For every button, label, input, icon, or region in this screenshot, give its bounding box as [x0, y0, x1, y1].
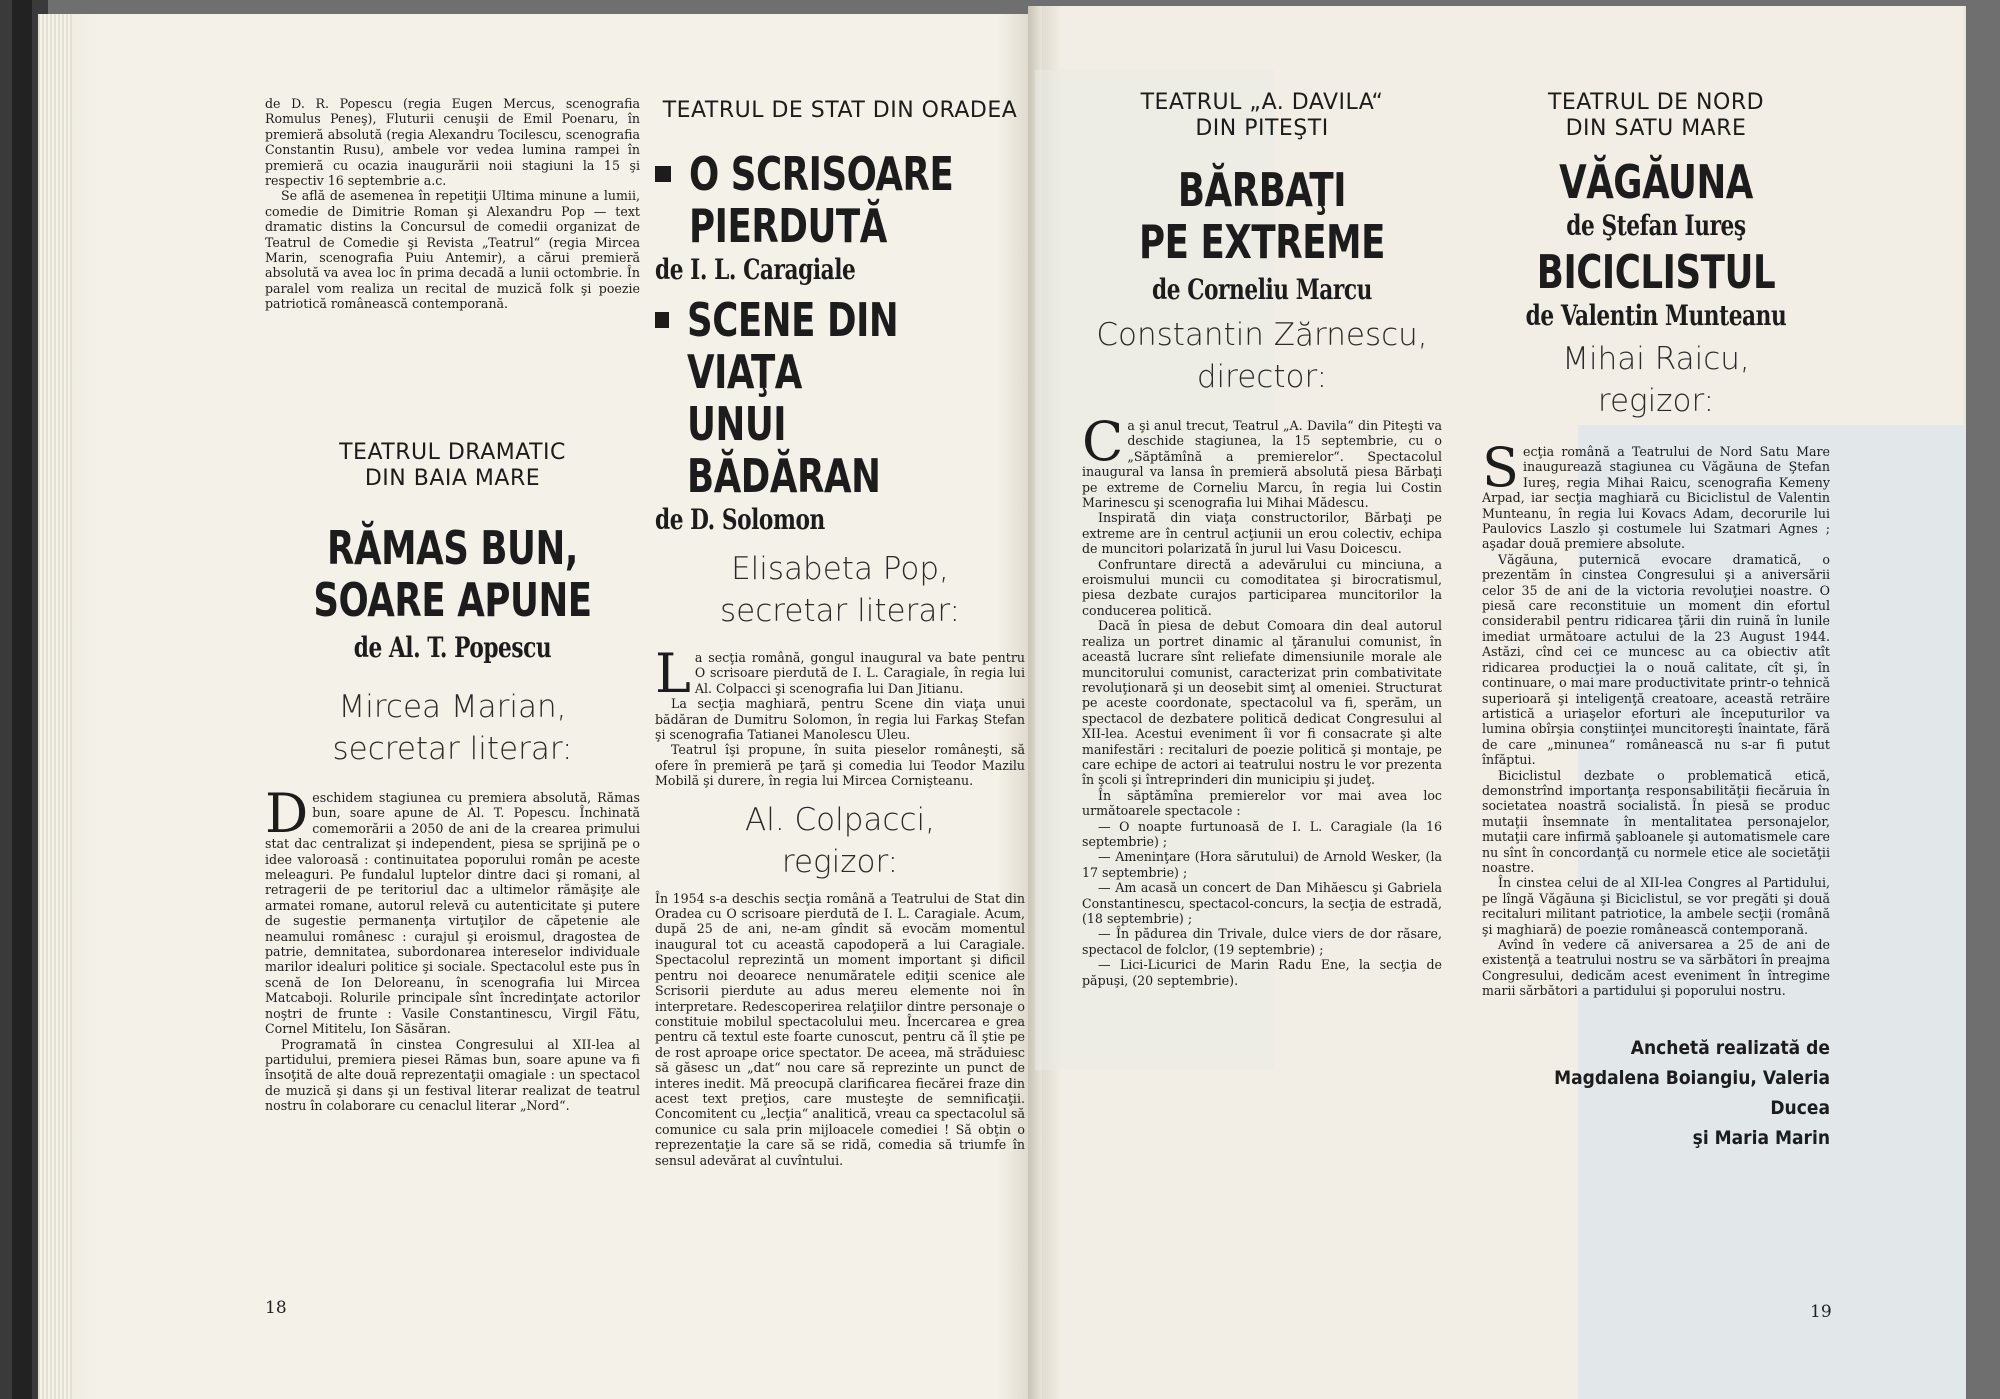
- interviewee: Al. Colpacci, regizor:: [745, 801, 935, 880]
- theatre-name: TEATRUL „A. DAVILA“ DIN PITEŞTI: [1140, 90, 1384, 141]
- paragraph: Confruntare directă a adevărului cu minciuna, a eroismului muncii cu comoditatea şi birocratismul, piesa dezbate curajos participarea muncitorilor la conducerea politică.: [1082, 556, 1442, 618]
- theatre-name: TEATRUL DE NORD DIN SATU MARE: [1547, 90, 1765, 141]
- paragraph: Avînd în vedere că aniversarea a 25 de ani de existenţă a teatrului nostru se va sărbători în preajma Congresului, dedicăm acest eveniment în întregime marii sărbători a partidului şi poporului nostru.: [1482, 937, 1830, 999]
- paragraph: a secţia română, gongul inaugural va bate pentru O scrisoare pierdută de I. L. Caragiale, în regia lui Al. Colpacci şi scenografia lui Dan Jitianu.: [694, 650, 1025, 696]
- play-title: RĂMAS BUN, SOARE APUNE: [313, 521, 592, 627]
- paragraph: Biciclistul dezbate o problematică etică, demonstrînd importanţa responsabilităţii fiecăruia în societatea noastră socialistă. În piesă se produc mutaţii însemnate în mentalitatea personajelor, mutaţii care infirmă şabloanele şi automatismele care nu sînt în concordanţă cu normele etice ale societăţii noastre.: [1482, 767, 1830, 875]
- article-text: [1082, 410, 1442, 988]
- interviewee: Elisabeta Pop, secretar literar:: [720, 551, 960, 629]
- section-pitesti: [1082, 90, 1442, 988]
- interviewee: Constantin Zărnescu, director:: [1096, 317, 1428, 395]
- paragraph: În cinstea celui de al XII-lea Congres al Partidului, pe lîngă Văgăuna şi Biciclistul, se vor pregăti şi două recitaluri militant patriotice, la ambele secţii (română şi maghiară) de poezie românească contemporană.: [1482, 875, 1830, 937]
- byline: Anchetă realizată de Magdalena Boiangiu, Valeria Ducea şi Maria Marin: [1554, 1036, 1830, 1149]
- play-author: de D. Solomon: [655, 503, 825, 536]
- page-number: 18: [265, 1298, 287, 1318]
- intro-text: [265, 96, 640, 312]
- play-author: de Ştefan Iureş: [1566, 209, 1746, 242]
- list-item: — În pădurea din Trivale, dulce viers de dor răsare, spectacol de folclor, (19 septembrie) ;: [1082, 926, 1442, 957]
- play-author: de Valentin Munteanu: [1525, 299, 1787, 332]
- paragraph: În săptămîna premierelor vor mai avea loc următoarele spectacole :: [1082, 787, 1442, 819]
- play-title: BICICLISTUL: [1536, 245, 1776, 299]
- paragraph: Inspirată din viaţa constructorilor, Bărbaţi pe extreme are în centrul acţiunii un erou colectiv, echipa de muncitori polarizată în jurul lui Vasu Doicescu.: [1082, 510, 1442, 557]
- interviewee: Mircea Marian, secretar literar:: [332, 689, 573, 767]
- list-item: — Am acasă un concert de Dan Mihăescu şi Gabriela Constantinescu, spectacol-concurs, la secţia de estradă, (18 septembrie) ;: [1082, 880, 1442, 926]
- drop-cap: S: [1482, 436, 1519, 499]
- play-author: de Al. T. Popescu: [353, 631, 552, 664]
- paragraph: de D. R. Popescu (regia Eugen Mercus, scenografia Romulus Peneş), Fluturii cenuşii de Emil Poenaru, în premieră absolută (regia Alexandru Tocilescu, scenografia Constantin Rusu), ambele vor vedea lumina rampei în premieră cu ocazia inaugurării noii stagiuni la 15 şi respectiv 16 septembrie a.c.: [265, 96, 640, 189]
- section-baia-mare: [265, 440, 640, 1114]
- bullet-icon: [655, 312, 669, 328]
- play-item: [655, 294, 1025, 538]
- theatre-name: TEATRUL DE STAT DIN ORADEA: [662, 98, 1018, 123]
- play-title: SCENE DIN VIAŢA UNUI BĂDĂRAN: [686, 293, 899, 503]
- section-oradea: [655, 98, 1025, 1168]
- paragraph: Programată în cinstea Congresului al XII-lea al partidului, premiera piesei Rămas bun, soare apune va fi însoţită de alte două reprezentaţii omagiale : un spectacol de muzică şi dans şi un festival literar realizat de teatrul nostru în colaborare cu cenaclul literar „Nord“.: [265, 1036, 640, 1114]
- paragraph: ecţia română a Teatrului de Nord Satu Mare inaugurează stagiunea cu Văgăuna de Ştefan Iureş, regia Mihai Raicu, scenografia Kemeny Arpad, iar secţia maghiară cu Biciclistul de Valentin Munteanu, în regia lui Kovacs Adam, decorurile lui Paulovics Laszlo şi costumele lui Szatmari Agnes ; aşadar două premiere absolute.: [1482, 444, 1830, 552]
- drop-cap: D: [265, 782, 309, 845]
- drop-cap: C: [1082, 410, 1124, 473]
- list-item: — O noapte furtunoasă de I. L. Caragiale (la 16 septembrie) ;: [1082, 818, 1442, 849]
- list-item: — Lici-Licurici de Marin Radu Ene, la secţia de păpuşi, (20 septembrie).: [1082, 957, 1442, 988]
- paragraph: a şi anul trecut, Teatrul „A. Davila“ din Piteşti va deschide stagiunea, la 15 septembrie, cu o „Săptămînă a premierelor“. Spectacolul inaugural va lansa în premieră absolută piesa Bărbaţi pe extreme de Corneliu Marcu, în regia lui Costin Marinescu şi scenografia lui Mihai Mădescu.: [1082, 418, 1442, 511]
- article-text: [655, 642, 1025, 789]
- paragraph: Dacă în piesa de debut Comoara din deal autorul realiza un portret dinamic al ţăranului comunist, în această lucrare sînt reliefate dimensiunile morale ale muncitorului comunist, caracterizat prin combativitate revoluţionară şi un deosebit simţ al omeniei. Structurat pe aceste coordonate, spectacolul va fi, sperăm, un spectacol de dezbatere politică dedicat Congresului al XII-lea. Acestui eveniment îi vor fi consacrate şi alte manifestări : recitaluri de poezie politică şi montaje, pe care echipe de actori ai teatrului nostru le vor prezenta în şcoli şi întreprinderi din municipiu şi judeţ.: [1082, 618, 1442, 788]
- play-title: VĂGĂUNA: [1559, 155, 1753, 209]
- theatre-name: TEATRUL DRAMATIC DIN BAIA MARE: [339, 440, 566, 491]
- play-author: de I. L. Caragiale: [655, 253, 856, 286]
- bullet-icon: [655, 166, 671, 182]
- article-text: [1482, 436, 1830, 999]
- interviewee: Mihai Raicu, regizor:: [1562, 341, 1750, 419]
- paragraph: Văgăuna, puternică evocare dramatică, o prezentăm în cinstea Congresului şi a aniversării celor 35 de ani de la victoria revoluţiei noastre. O piesă care reconstituie un moment din efortul considerabil pentru ridicarea ţării din ruină în lunile imediat următoare actului de la 23 August 1944. Astăzi, cînd cei ce muncesc au ca obiectiv atît ridicarea producţiei la o nouă calitate, cît şi, în continuare, o mai mare productivitate printr-o tehnică superioară şi inteligenţă creatoare, această retrăire artistică a uriaşelor eforturi ale începuturilor va lumina obîrşia conştiinţei muncitoreşti înaintate, fără de care „minunea“ românească nu s-ar fi putut înfăptui.: [1482, 551, 1830, 768]
- play-author: de Corneliu Marcu: [1152, 273, 1372, 306]
- paragraph: eschidem stagiunea cu premiera absolută, Rămas bun, soare apune de Al. T. Popescu. Închinată comemorării a 2050 de ani de la crearea primului stat dac centralizat şi independent, piesa se sprijină pe o idee valoroasă : continuitatea poporului român pe aceste meleaguri. Pe fundalul luptelor dintre daci şi romani, al retragerii de pe teritoriul dac a ultimelor rămăşiţe ale armatei romane, autorul relevă cu autenticitate şi putere de sugestie permanenţa virtuţilor de căpetenie ale neamului românesc : curajul şi eroismul, dragostea de patrie, demnitatea, subordonarea intereselor individuale marilor idealuri politice şi sociale. Spectacolul este pus în scenă de Ion Deloreanu, în scenografia lui Mircea Matcaboji. Rolurile principale sînt încredinţate actorilor noştri de frunte : Vasile Constantinescu, Virgil Fătu, Cornel Mititelu, Ion Săsăran.: [265, 790, 640, 1037]
- page-number: 19: [1810, 1302, 1832, 1322]
- section-satu-mare: [1482, 90, 1830, 1153]
- paragraph: Teatrul îşi propune, în suita pieselor româneşti, să ofere în premieră pe ţară şi comedia lui Teodor Mazilu Mobilă şi durere, în regia lui Mircea Cornişteanu.: [655, 742, 1025, 789]
- paragraph: Se află de asemenea în repetiţii Ultima minune a lumii, comedie de Dimitrie Roman şi Alexandru Pop — text dramatic distins la Concursul de comedii organizat de Teatrul de Comedie şi Revista „Teatrul“ (regia Mircea Marin, scenografia Puiu Antemir), a cărui premieră absolută va avea loc în prima decadă a lunii octombrie. În paralel vom realiza un recital de muzică folk şi poezie patriotică românească contemporană.: [265, 188, 640, 312]
- article-text: [655, 891, 1025, 1168]
- paragraph: La secţia maghiară, pentru Scene din viaţa unui bădăran de Dumitru Solomon, în regia lui Farkaş Stefan şi scenografia Tatianei Manolescu Uleu.: [655, 696, 1025, 743]
- article-text: [265, 782, 640, 1114]
- paragraph: În 1954 s-a deschis secţia română a Teatrului de Stat din Oradea cu O scrisoare pierdută de I. L. Caragiale. Acum, după 25 de ani, ne-am gîndit să evocăm momentul inaugural tot cu această capodoperă a lui Caragiale. Spectacolul reprezintă un moment important şi dificil pentru noi deoarece nenumăratele ediţii scenice ale Scrisorii pierdute au adus mereu elemente noi în interpretare. Redescoperirea relaţiilor dintre personaje o constituie mobilul spectacolului meu. Încercarea e grea pentru că textul este foarte cunoscut, pentru că îl ştie pe de rost aproape orice spectator. De aceea, mă străduiesc să găsesc un „dat“ nou care să reprezinte un punct de interes inedit. Mă preocupă clarificarea fiecărei fraze din acest text preţios, care musteşte de semnificaţii. Concomitent cu „lecţia“ analitică, vreau ca spectacolul să comunice cu sala prin mijloacele comediei ! Să obţin o reprezentaţie la care să se ridă, comedia să triumfe în sensul adevărat al cuvîntului.: [655, 890, 1025, 1168]
- play-title: O SCRISOARE PIERDUTĂ: [689, 147, 954, 253]
- play-title: BĂRBAŢI PE EXTREME: [1138, 163, 1386, 269]
- list-item: — Ameninţare (Hora sărutului) de Arnold Wesker, (la 17 septembrie) ;: [1082, 849, 1442, 880]
- stacked-page-edges: [38, 14, 72, 1399]
- drop-cap: L: [655, 642, 691, 705]
- play-item: [655, 148, 1025, 288]
